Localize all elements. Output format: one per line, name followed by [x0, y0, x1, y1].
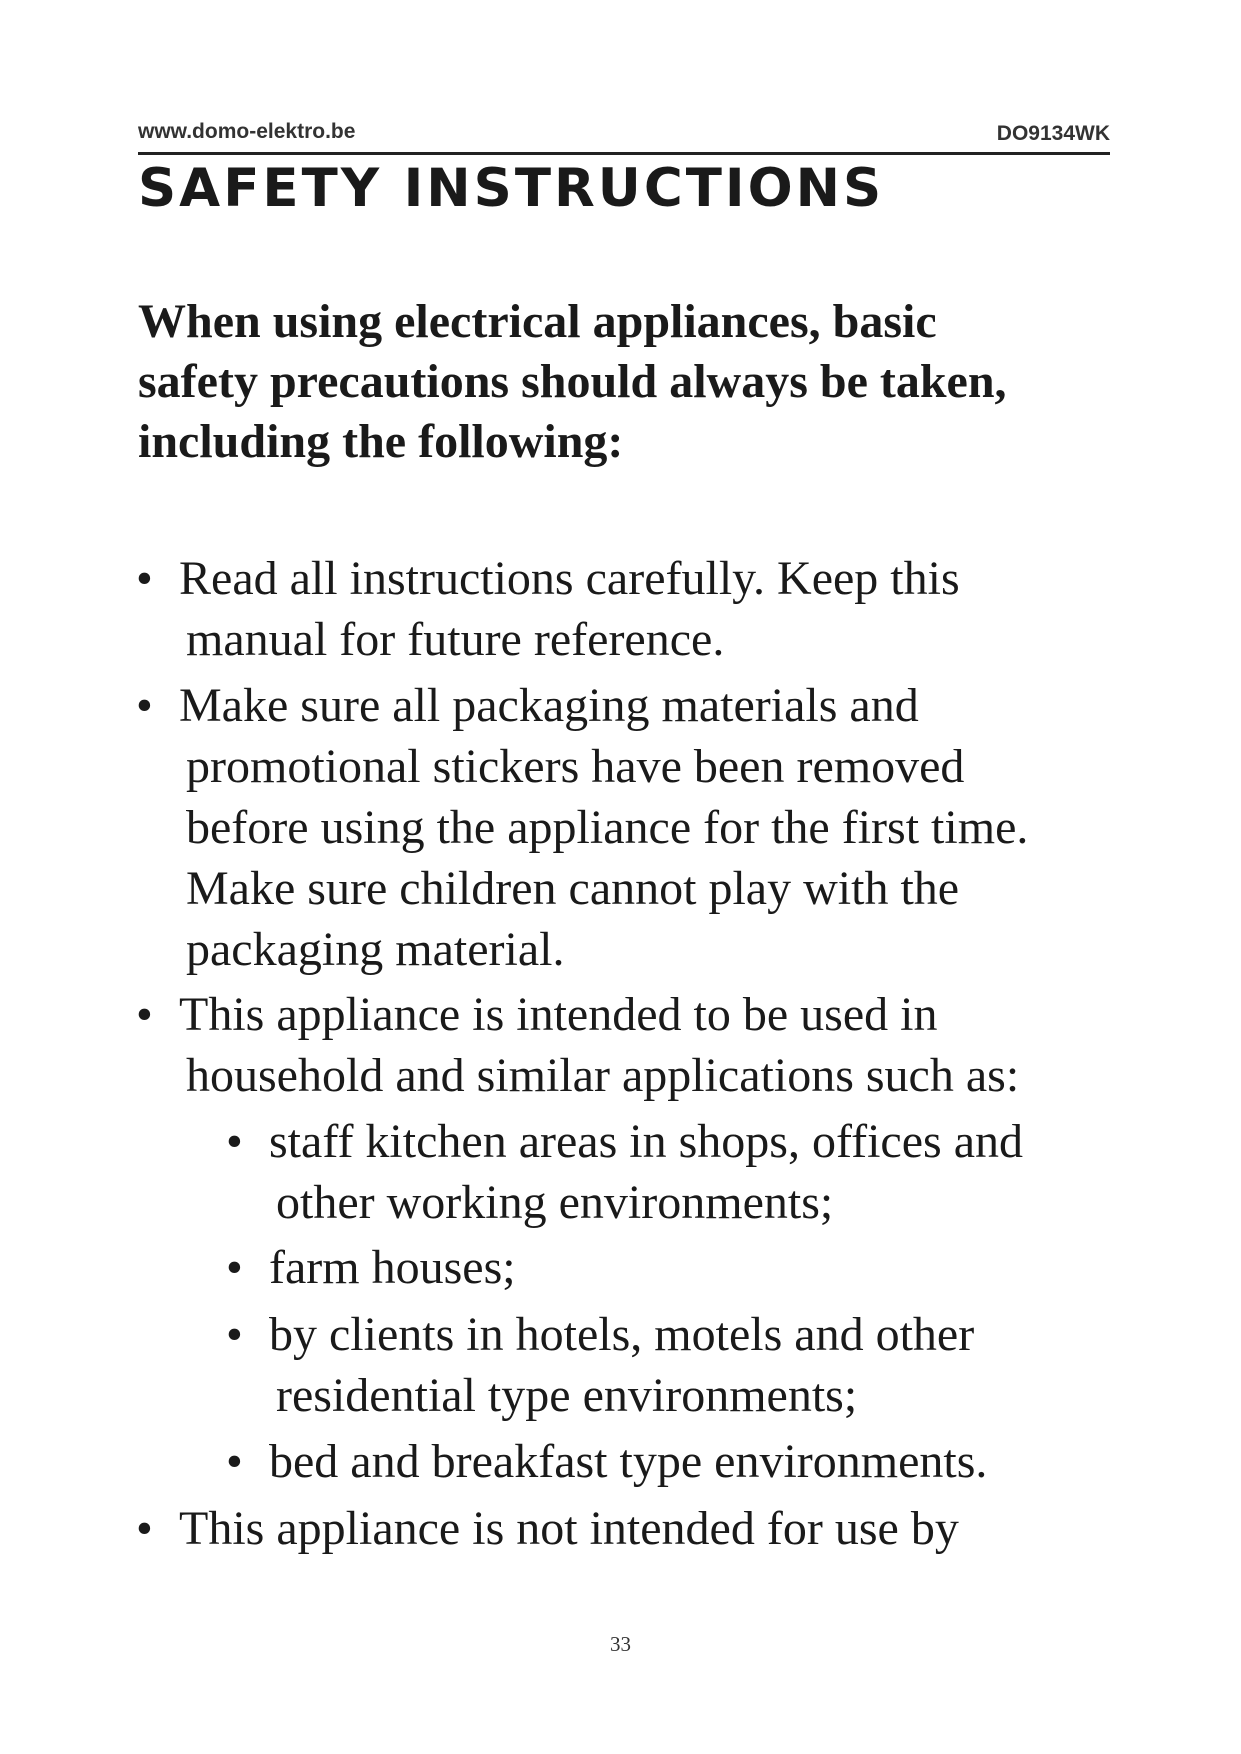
list-item-line: Read all instructions carefully. Keep this [179, 552, 960, 605]
list-item-line: residential type environments; [276, 1369, 858, 1422]
page-number: 33 [610, 1632, 631, 1656]
list-item [136, 675, 1028, 980]
bullet-icon: • [136, 988, 153, 1041]
sub-list-item [226, 1111, 1023, 1233]
website-url: www.domo-elektro.be [138, 120, 356, 143]
bullet-icon: • [226, 1115, 243, 1168]
list-item-line: farm houses; [269, 1241, 516, 1294]
intro-line: including the following: [138, 415, 624, 468]
list-item-line: manual for future reference. [186, 613, 725, 666]
model-number: DO9134WK [996, 122, 1110, 145]
list-item-line: packaging material. [186, 923, 565, 976]
list-item-line: household and similar applications such as: [186, 1049, 1020, 1102]
page-title: SAFETY INSTRUCTIONS [138, 158, 885, 219]
list-item-line: This appliance is not intended for use by [179, 1502, 959, 1555]
sub-list-item [226, 1237, 516, 1298]
list-item [136, 1498, 959, 1559]
sub-list-item [226, 1431, 987, 1492]
bullet-icon: • [136, 679, 153, 732]
bullet-icon: • [226, 1435, 243, 1488]
bullet-icon: • [136, 1502, 153, 1555]
bullet-icon: • [226, 1241, 243, 1294]
list-item-line: by clients in hotels, motels and other [269, 1308, 975, 1361]
list-item-line: staff kitchen areas in shops, offices and [269, 1115, 1024, 1168]
list-item-line: Make sure all packaging materials and [179, 679, 919, 732]
bullet-icon: • [136, 552, 153, 605]
list-item [136, 984, 1019, 1106]
list-item-line: This appliance is intended to be used in [179, 988, 938, 1041]
list-item-line: Make sure children cannot play with the [186, 862, 960, 915]
list-item-line: before using the appliance for the first time. [186, 801, 1029, 854]
sub-list-item [226, 1304, 974, 1426]
bullet-icon: • [226, 1308, 243, 1361]
list-item [136, 548, 960, 670]
list-item-line: other working environments; [276, 1176, 834, 1229]
intro-line: When using electrical appliances, basic [138, 295, 937, 348]
list-item-line: bed and breakfast type environments. [269, 1435, 988, 1488]
list-item-line: promotional stickers have been removed [186, 740, 965, 793]
intro-line: safety precautions should always be taken, [138, 355, 1007, 408]
